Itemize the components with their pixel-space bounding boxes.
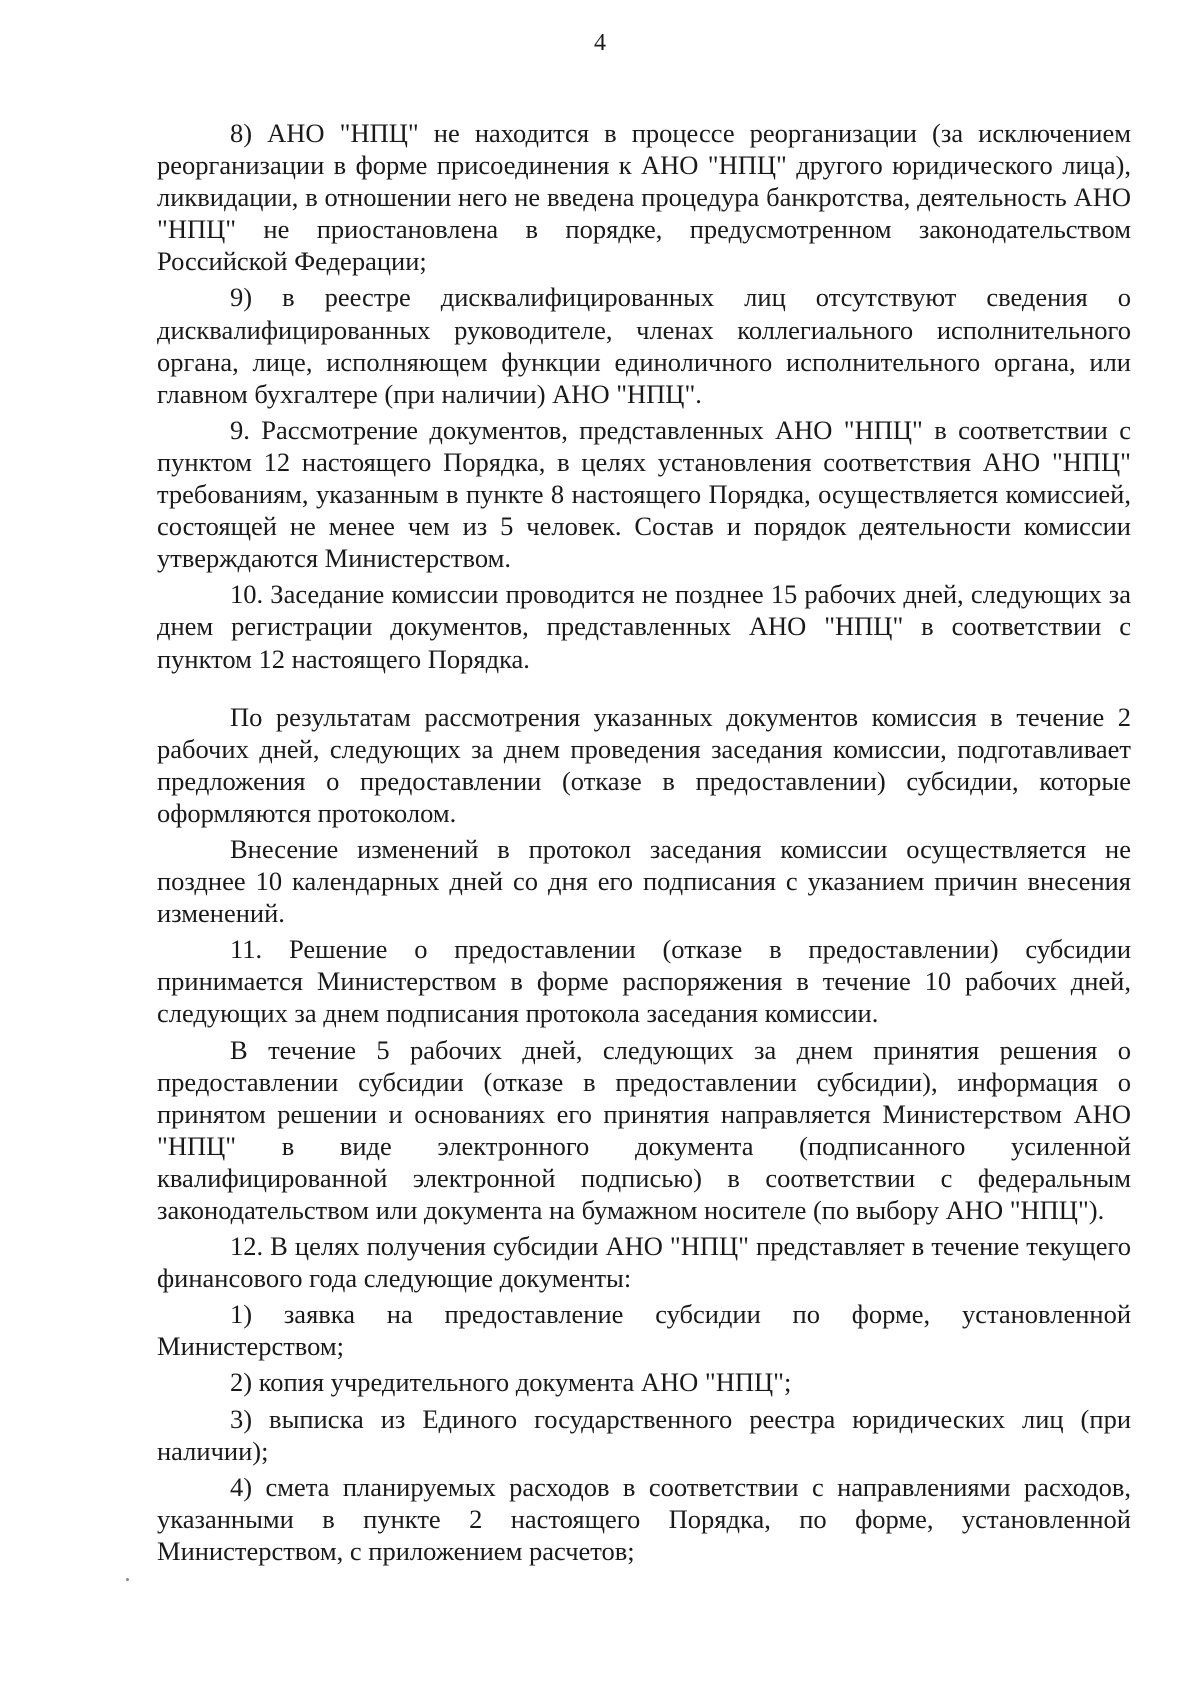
paragraph-decision-notice: В течение 5 рабочих дней, следующих за днем принятия решения о предоставлении субсидии (отказе в предоставлении субсидии), информация о принятом решении и основаниях его принятия направляется Министерством АНО "НПЦ" в виде электронного документа (подписанного усиленной квалифицированной электронной подписью) в соответствии с федеральным законодательством или документа на бумажном носителе (по выбору АНО "НПЦ"). — [157, 1034, 1131, 1225]
paragraph-section-9: 9. Рассмотрение документов, представленных АНО "НПЦ" в соответствии с пунктом 12 настоящего Порядка, в целях установления соответствия АНО "НПЦ" требованиям, указанным в пункте 8 настоящего Порядка, осуществляется комиссией, состоящей не менее чем из 5 человек. Состав и порядок деятельности комиссии утверждаются Министерством. — [157, 414, 1131, 574]
page-number: 4 — [594, 30, 606, 56]
scan-speck — [126, 1578, 129, 1581]
paragraph-protocol-changes: Внесение изменений в протокол заседания комиссии осуществляется не позднее 10 календарных дней со дня его подписания с указанием причин внесения изменений. — [157, 833, 1131, 929]
paragraph-doc-item-4: 4) смета планируемых расходов в соответствии с направлениями расходов, указанными в пункте 2 настоящего Порядка, по форме, установленной Министерством, с приложением расчетов; — [157, 1471, 1131, 1566]
paragraph-item-8: 8) АНО "НПЦ" не находится в процессе реорганизации (за исключением реорганизации в форме присоединения к АНО "НПЦ" другого юридического лица), ликвидации, в отношении него не введена процедура банкротства, деятельность АНО "НПЦ" не приостановлена в порядке, предусмотренном законодательством Российской Федерации; — [157, 118, 1131, 277]
paragraph-section-12: 12. В целях получения субсидии АНО "НПЦ" представляет в течение текущего финансового года следующие документы: — [157, 1231, 1131, 1294]
paragraph-doc-item-3: 3) выписка из Единого государственного реестра юридических лиц (при наличии); — [157, 1403, 1131, 1466]
paragraph-commission-results: По результатам рассмотрения указанных документов комиссия в течение 2 рабочих дней, следующих за днем проведения заседания комиссии, подготавливает предложения о предоставлении (отказе в предоставлении) субсидии, которые оформляются протоколом. — [157, 701, 1131, 828]
paragraph-item-9: 9) в реестре дисквалифицированных лиц отсутствуют сведения о дисквалифицированных руководителе, членах коллегиального исполнительного органа, лице, исполняющем функции единоличного исполнительного органа, или главном бухгалтере (при наличии) АНО "НПЦ". — [157, 282, 1131, 409]
paragraph-doc-item-2: 2) копия учредительного документа АНО "НПЦ"; — [230, 1367, 792, 1398]
paragraph-doc-item-1: 1) заявка на предоставление субсидии по форме, установленной Министерством; — [157, 1299, 1131, 1362]
paragraph-section-10: 10. Заседание комиссии проводится не позднее 15 рабочих дней, следующих за днем регистрации документов, представленных АНО "НПЦ" в соответствии с пунктом 12 настоящего Порядка. — [157, 579, 1131, 674]
paragraph-section-11: 11. Решение о предоставлении (отказе в предоставлении) субсидии принимается Министерством в форме распоряжения в течение 10 рабочих дней, следующих за днем подписания протокола заседания комиссии. — [157, 934, 1131, 1029]
document-body — [157, 117, 1131, 1567]
